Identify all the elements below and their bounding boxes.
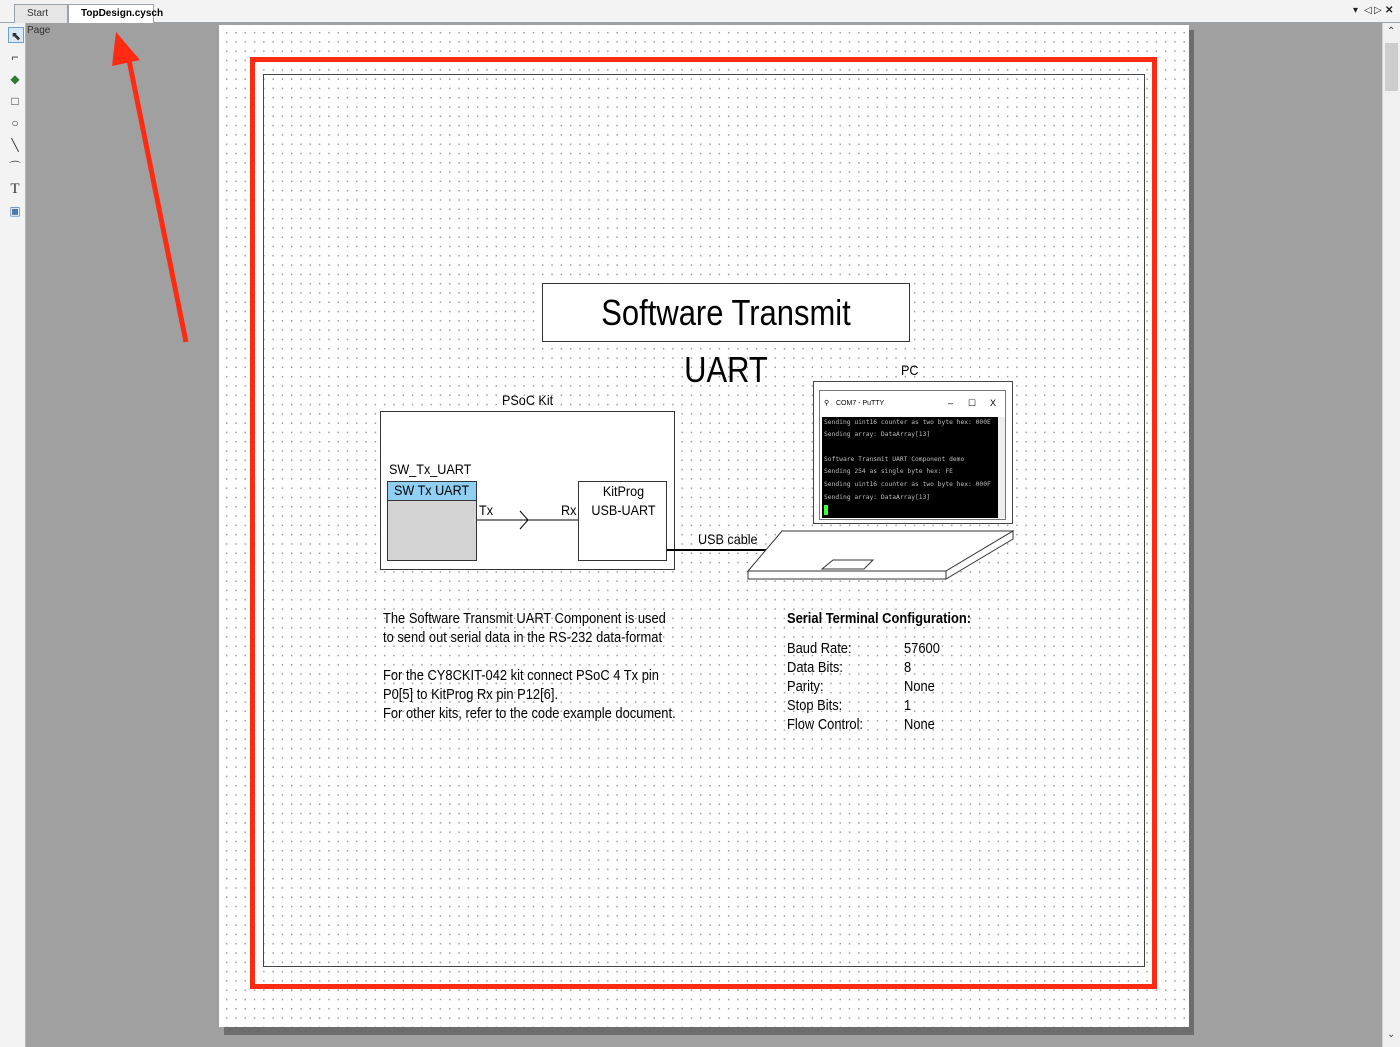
tab-topdesign[interactable]: TopDesign.cysch bbox=[68, 4, 154, 23]
terminal-line: Sending array: DataArray[13] bbox=[824, 494, 931, 501]
close-icon: X bbox=[990, 398, 997, 408]
kitprog-label-line2: USB-UART bbox=[591, 502, 656, 518]
rectangle-icon[interactable]: □ bbox=[11, 94, 19, 108]
serial-config-labels bbox=[787, 640, 863, 735]
putty-terminal bbox=[822, 417, 998, 518]
config-label: Data Bits: bbox=[787, 660, 843, 676]
terminal-cursor bbox=[824, 505, 828, 515]
config-label: Flow Control: bbox=[787, 717, 864, 733]
close-tab-icon[interactable]: ✕ bbox=[1385, 5, 1394, 16]
terminal-line: Software Transmit UART Component demo bbox=[824, 456, 965, 463]
putty-titlebar bbox=[820, 391, 1005, 416]
kitprog-label-line1: KitProg bbox=[602, 483, 645, 499]
config-value: 1 bbox=[904, 698, 912, 714]
pc-label: PC bbox=[901, 362, 919, 378]
serial-config-heading: Serial Terminal Configuration: bbox=[787, 611, 972, 627]
description-line: For other kits, refer to the code example document. bbox=[383, 706, 676, 722]
terminal-line: Sending uint16 counter as two byte hex: 000F bbox=[824, 481, 991, 488]
line-icon[interactable]: ╲ bbox=[11, 138, 19, 152]
rx-pin-label: Rx bbox=[561, 502, 577, 518]
page-title: Software Transmit UART bbox=[601, 292, 851, 390]
terminal-line: Sending uint16 counter as two byte hex: 000E bbox=[824, 419, 991, 426]
component-icon[interactable]: ◆ bbox=[10, 72, 20, 86]
scroll-up-icon[interactable]: ⌃ bbox=[1387, 26, 1396, 37]
terminal-line: Sending 254 as single byte hex: FE bbox=[824, 468, 953, 475]
text-icon[interactable]: T bbox=[10, 181, 20, 197]
description-text bbox=[383, 610, 676, 724]
config-label: Parity: bbox=[787, 679, 824, 695]
config-label: Baud Rate: bbox=[787, 641, 852, 657]
minimize-icon: – bbox=[948, 398, 954, 408]
description-line: P0[5] to KitProg Rx pin P12[6]. bbox=[383, 687, 559, 703]
component-type-label: SW Tx UART bbox=[394, 482, 470, 498]
tab-list-dropdown-icon[interactable]: ▾ bbox=[1353, 5, 1359, 16]
ellipse-icon[interactable]: ○ bbox=[11, 116, 19, 130]
description-line: The Software Transmit UART Component is used bbox=[383, 611, 666, 627]
tab-start-page[interactable]: Start Page bbox=[14, 4, 68, 23]
scroll-down-icon[interactable]: ⌄ bbox=[1387, 1029, 1396, 1040]
maximize-icon: ☐ bbox=[968, 398, 977, 408]
psoc-kit-label: PSoC Kit bbox=[502, 392, 554, 408]
arc-icon[interactable]: ⌒ bbox=[8, 160, 21, 174]
laptop-base bbox=[748, 531, 1013, 579]
pointer-icon[interactable]: ⬉ bbox=[8, 27, 24, 43]
tx-pin-label: Tx bbox=[479, 502, 494, 518]
tab-scroll-left-icon[interactable]: ◁ bbox=[1364, 5, 1372, 16]
serial-config-values bbox=[904, 640, 940, 735]
component-instance-name: SW_Tx_UART bbox=[389, 461, 472, 477]
wire-icon[interactable]: ⌐ bbox=[11, 50, 19, 64]
usb-cable-label: USB cable bbox=[698, 531, 758, 547]
putty-window bbox=[819, 390, 1006, 520]
putty-scrollbar bbox=[998, 417, 1005, 518]
putty-title: COM7 - PuTTY bbox=[836, 400, 885, 407]
config-label: Stop Bits: bbox=[787, 698, 843, 714]
config-value: 57600 bbox=[904, 641, 940, 657]
putty-icon: ⚲ bbox=[824, 400, 830, 407]
description-line: For the CY8CKIT-042 kit connect PSoC 4 Tx pin bbox=[383, 668, 659, 684]
config-value: None bbox=[904, 679, 935, 695]
description-line: to send out serial data in the RS-232 data-format bbox=[383, 630, 663, 646]
annotation-arrow bbox=[112, 32, 186, 342]
description-line bbox=[383, 648, 676, 667]
config-value: 8 bbox=[904, 660, 912, 676]
tab-scroll-right-icon[interactable]: ▷ bbox=[1374, 5, 1382, 16]
image-icon[interactable]: ▣ bbox=[9, 204, 21, 218]
config-value: None bbox=[904, 717, 935, 733]
terminal-line: Sending array: DataArray[13] bbox=[824, 431, 931, 438]
